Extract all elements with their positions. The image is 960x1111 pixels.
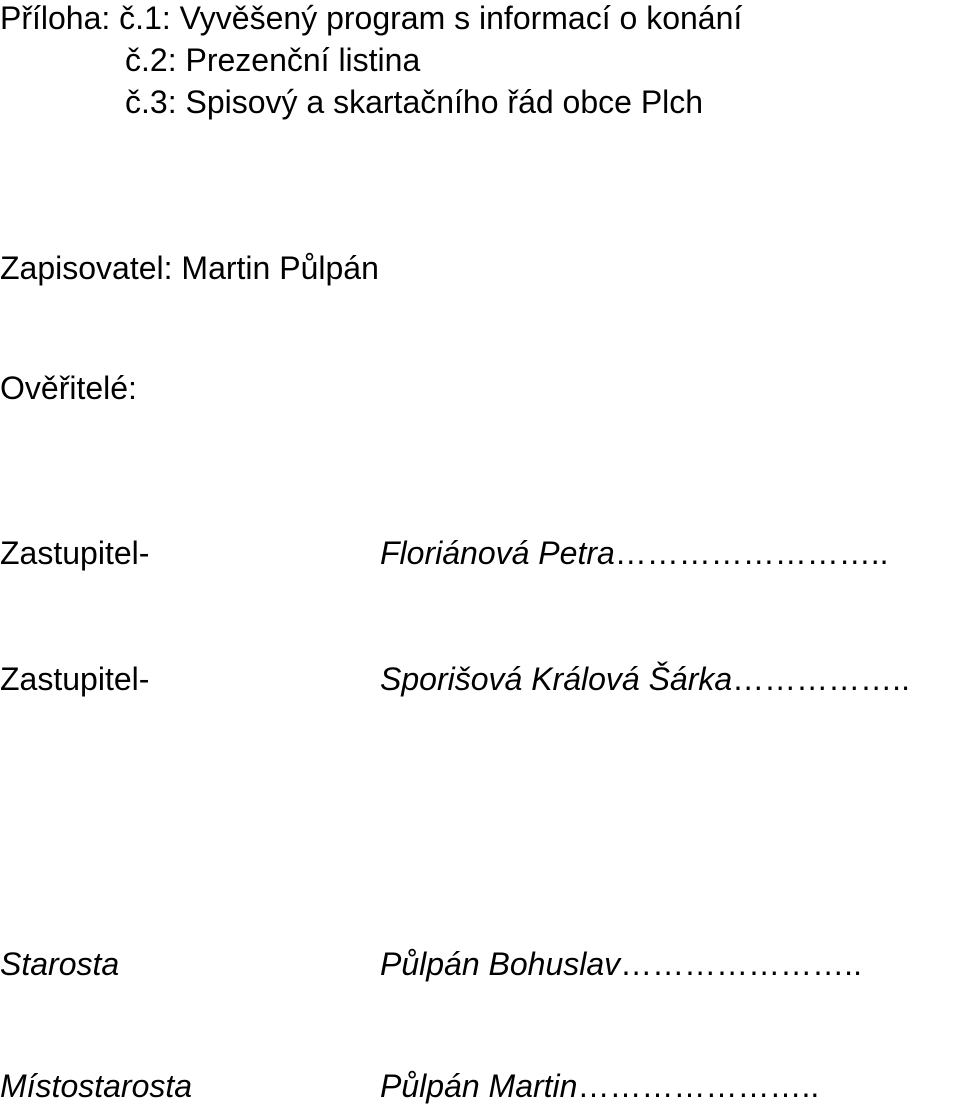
recorder-line: Zapisovatel: Martin Půlpán [0,250,379,286]
signature-name-text: Floriánová Petra [380,535,615,571]
signature-dots: ………………….. [620,946,862,982]
signature-name [380,1068,819,1104]
signature-name [380,535,889,571]
attachment-item-3: č.3: Spisový a skartačního řád obce Plch [125,84,704,120]
signature-name-text: Půlpán Martin [380,1068,578,1104]
signature-dots: ………………….. [577,1068,820,1104]
attachments-prefix: Příloha: [0,0,120,36]
signature-name [380,946,862,982]
signature-role: Starosta [0,946,120,982]
attachment-line-1 [0,0,742,36]
signature-name-text: Půlpán Bohuslav [380,946,621,982]
signature-role: Zastupitel- [0,535,150,571]
signature-role: Zastupitel- [0,661,150,697]
signature-name [380,661,910,697]
signature-dots: …………………….. [614,535,889,571]
attachment-item-2: č.2: Prezenční listina [125,42,421,78]
signature-dots: …………….. [732,661,910,697]
signature-name-text: Sporišová Králová Šárka [380,661,733,697]
signature-role: Místostarosta [0,1068,193,1104]
verifiers-heading: Ověřitelé: [0,370,137,406]
attachment-item-1: č.1: Vyvěšený program s informací o konání [119,0,743,36]
